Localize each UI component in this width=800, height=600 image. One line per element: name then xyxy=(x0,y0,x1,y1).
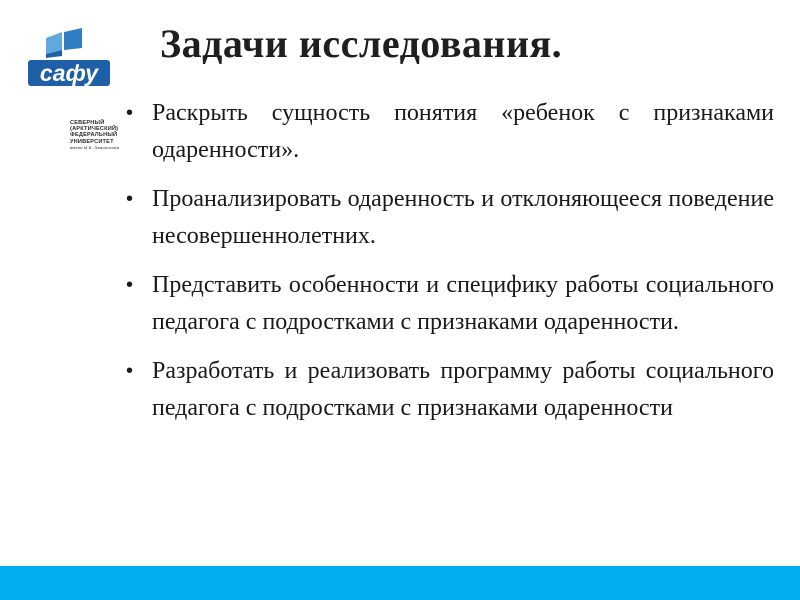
bullet-icon: • xyxy=(126,188,134,210)
task-item xyxy=(122,267,774,341)
task-list xyxy=(122,95,774,439)
task-item xyxy=(122,181,774,255)
bullet-icon: • xyxy=(126,274,134,296)
task-text: Разработать и реализовать программу работы социального педагога с подростками с признаками одаренности xyxy=(152,358,774,421)
bottom-accent-bar xyxy=(0,566,800,600)
task-text: Раскрыть сущность понятия «ребенок с признаками одаренности». xyxy=(152,100,774,163)
university-name xyxy=(70,120,120,151)
bullet-icon: • xyxy=(126,102,134,124)
university-line: (АРКТИЧЕСКИЙ) xyxy=(70,126,119,133)
bullet-icon: • xyxy=(126,360,134,382)
slide-title: Задачи исследования. xyxy=(160,21,563,66)
task-item xyxy=(122,353,774,427)
task-item xyxy=(122,95,774,169)
task-text: Проанализировать одаренность и отклоняющееся поведение несовершеннолетних. xyxy=(152,186,774,249)
university-line: УНИВЕРСИТЕТ xyxy=(70,138,114,145)
university-line: СЕВЕРНЫЙ xyxy=(70,120,105,126)
university-line: ФЕДЕРАЛЬНЫЙ xyxy=(70,132,118,139)
university-logo xyxy=(26,28,120,158)
task-text: Представить особенности и специфику работы социального педагога с подростками с признаками одаренности. xyxy=(152,272,774,335)
logo-wordmark: сафу xyxy=(39,60,99,86)
safu-logo-mark xyxy=(26,28,112,90)
university-named-after: имени М.В. Ломоносова xyxy=(70,144,120,150)
